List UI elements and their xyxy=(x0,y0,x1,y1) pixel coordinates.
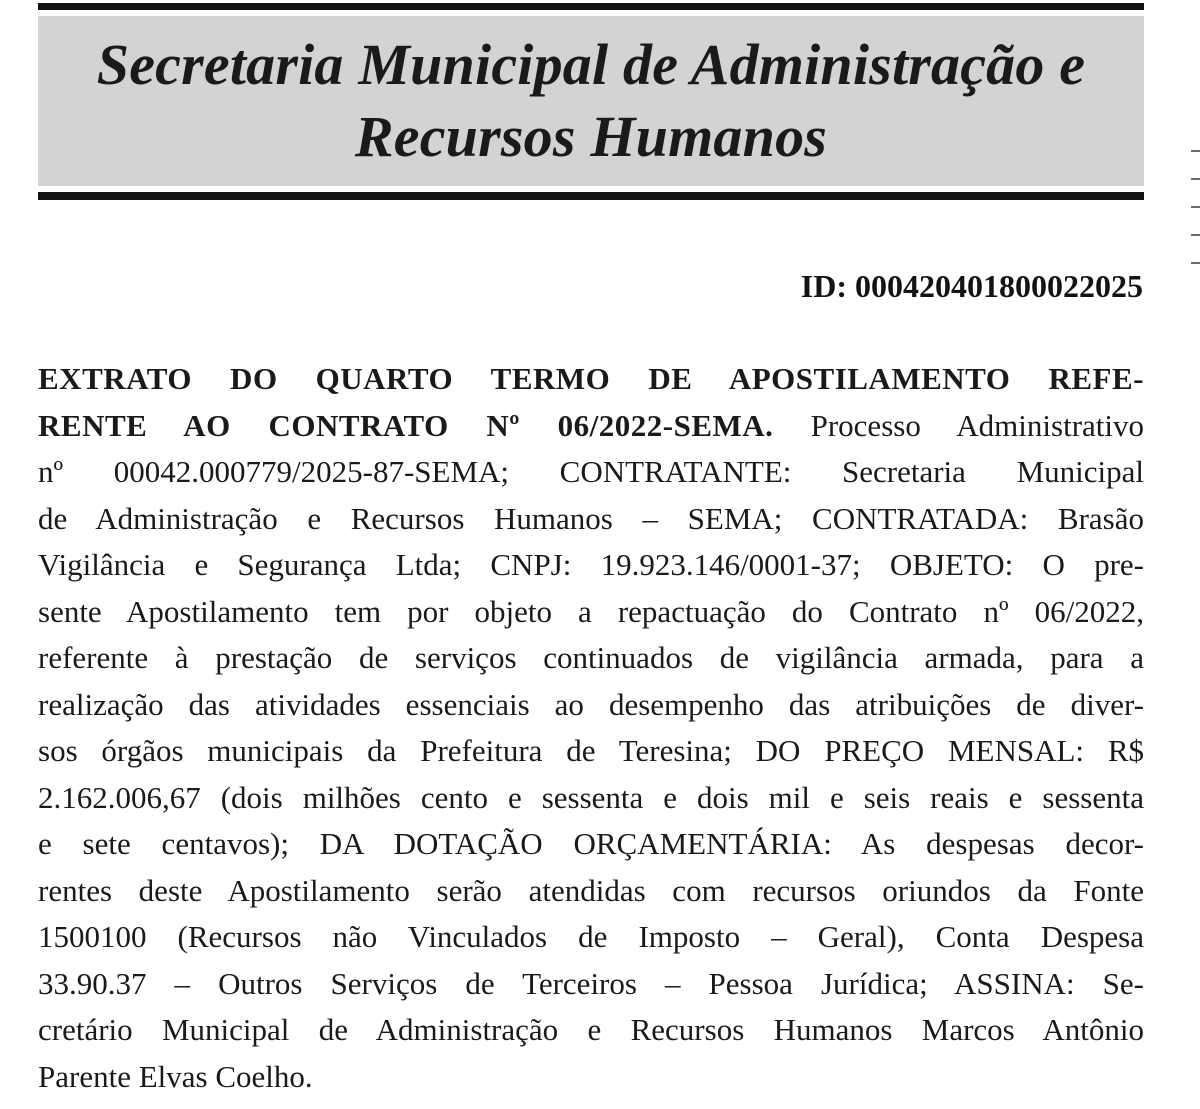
document-id: ID: 000420401800022025 xyxy=(800,268,1143,304)
body-line: sente Apostilamento tem por objeto a repactuação do Contrato nº 06/2022, xyxy=(38,593,1144,629)
section-title-line-1: Secretaria Municipal de Administração e xyxy=(96,32,1086,97)
body-line: e sete centavos); DA DOTAÇÃO ORÇAMENTÁRIA: As despesas decor- xyxy=(38,826,1144,861)
body-line: 2.162.006,67 (dois milhões cento e sessenta e dois mil e seis reais e sessenta xyxy=(38,779,1144,815)
margin-mark xyxy=(1191,262,1200,264)
extract-body xyxy=(38,356,1144,1100)
body-line: Vigilância e Segurança Ltda; CNPJ: 19.923.146/0001-37; OBJETO: O pre- xyxy=(38,547,1144,582)
header-bottom-rule xyxy=(38,192,1144,200)
margin-mark xyxy=(1191,234,1200,236)
section-header xyxy=(38,16,1144,186)
extract-heading-line-1: EXTRATO DO QUARTO TERMO DE APOSTILAMENTO REFE- xyxy=(38,361,1144,396)
margin-mark xyxy=(1191,178,1200,180)
body-line: de Administração e Recursos Humanos – SEMA; CONTRATADA: Brasão xyxy=(38,500,1144,536)
margin-mark xyxy=(1191,150,1200,152)
body-line: sos órgãos municipais da Prefeitura de Teresina; DO PREÇO MENSAL: R$ xyxy=(38,733,1144,768)
body-line: Parente Elvas Coelho. xyxy=(38,1058,313,1094)
margin-mark xyxy=(1191,206,1200,208)
body-line-text: Processo Administrativo xyxy=(773,407,1144,443)
body-line: cretário Municipal de Administração e Recursos Humanos Marcos Antônio xyxy=(38,1012,1144,1047)
right-margin-marks xyxy=(1191,150,1200,310)
body-line xyxy=(38,403,1144,450)
body-line xyxy=(38,356,1144,403)
body-line: 33.90.37 – Outros Serviços de Terceiros – Pessoa Jurídica; ASSINA: Se- xyxy=(38,965,1144,1001)
header-top-rule xyxy=(38,3,1144,10)
extract-heading-line-2: RENTE AO CONTRATO Nº 06/2022-SEMA. xyxy=(38,407,774,443)
body-line: 1500100 (Recursos não Vinculados de Imposto – Geral), Conta Despesa xyxy=(38,919,1144,954)
body-line: rentes deste Apostilamento serão atendidas com recursos oriundos da Fonte xyxy=(38,872,1144,908)
section-title-line-2: Recursos Humanos xyxy=(354,104,828,169)
body-line: referente à prestação de serviços continuados de vigilância armada, para a xyxy=(38,640,1144,675)
section-title xyxy=(97,29,1085,173)
body-line: realização das atividades essenciais ao desempenho das atribuições de diver- xyxy=(38,686,1144,722)
body-line: nº 00042.000779/2025-87-SEMA; CONTRATANTE: Secretaria Municipal xyxy=(38,454,1144,489)
